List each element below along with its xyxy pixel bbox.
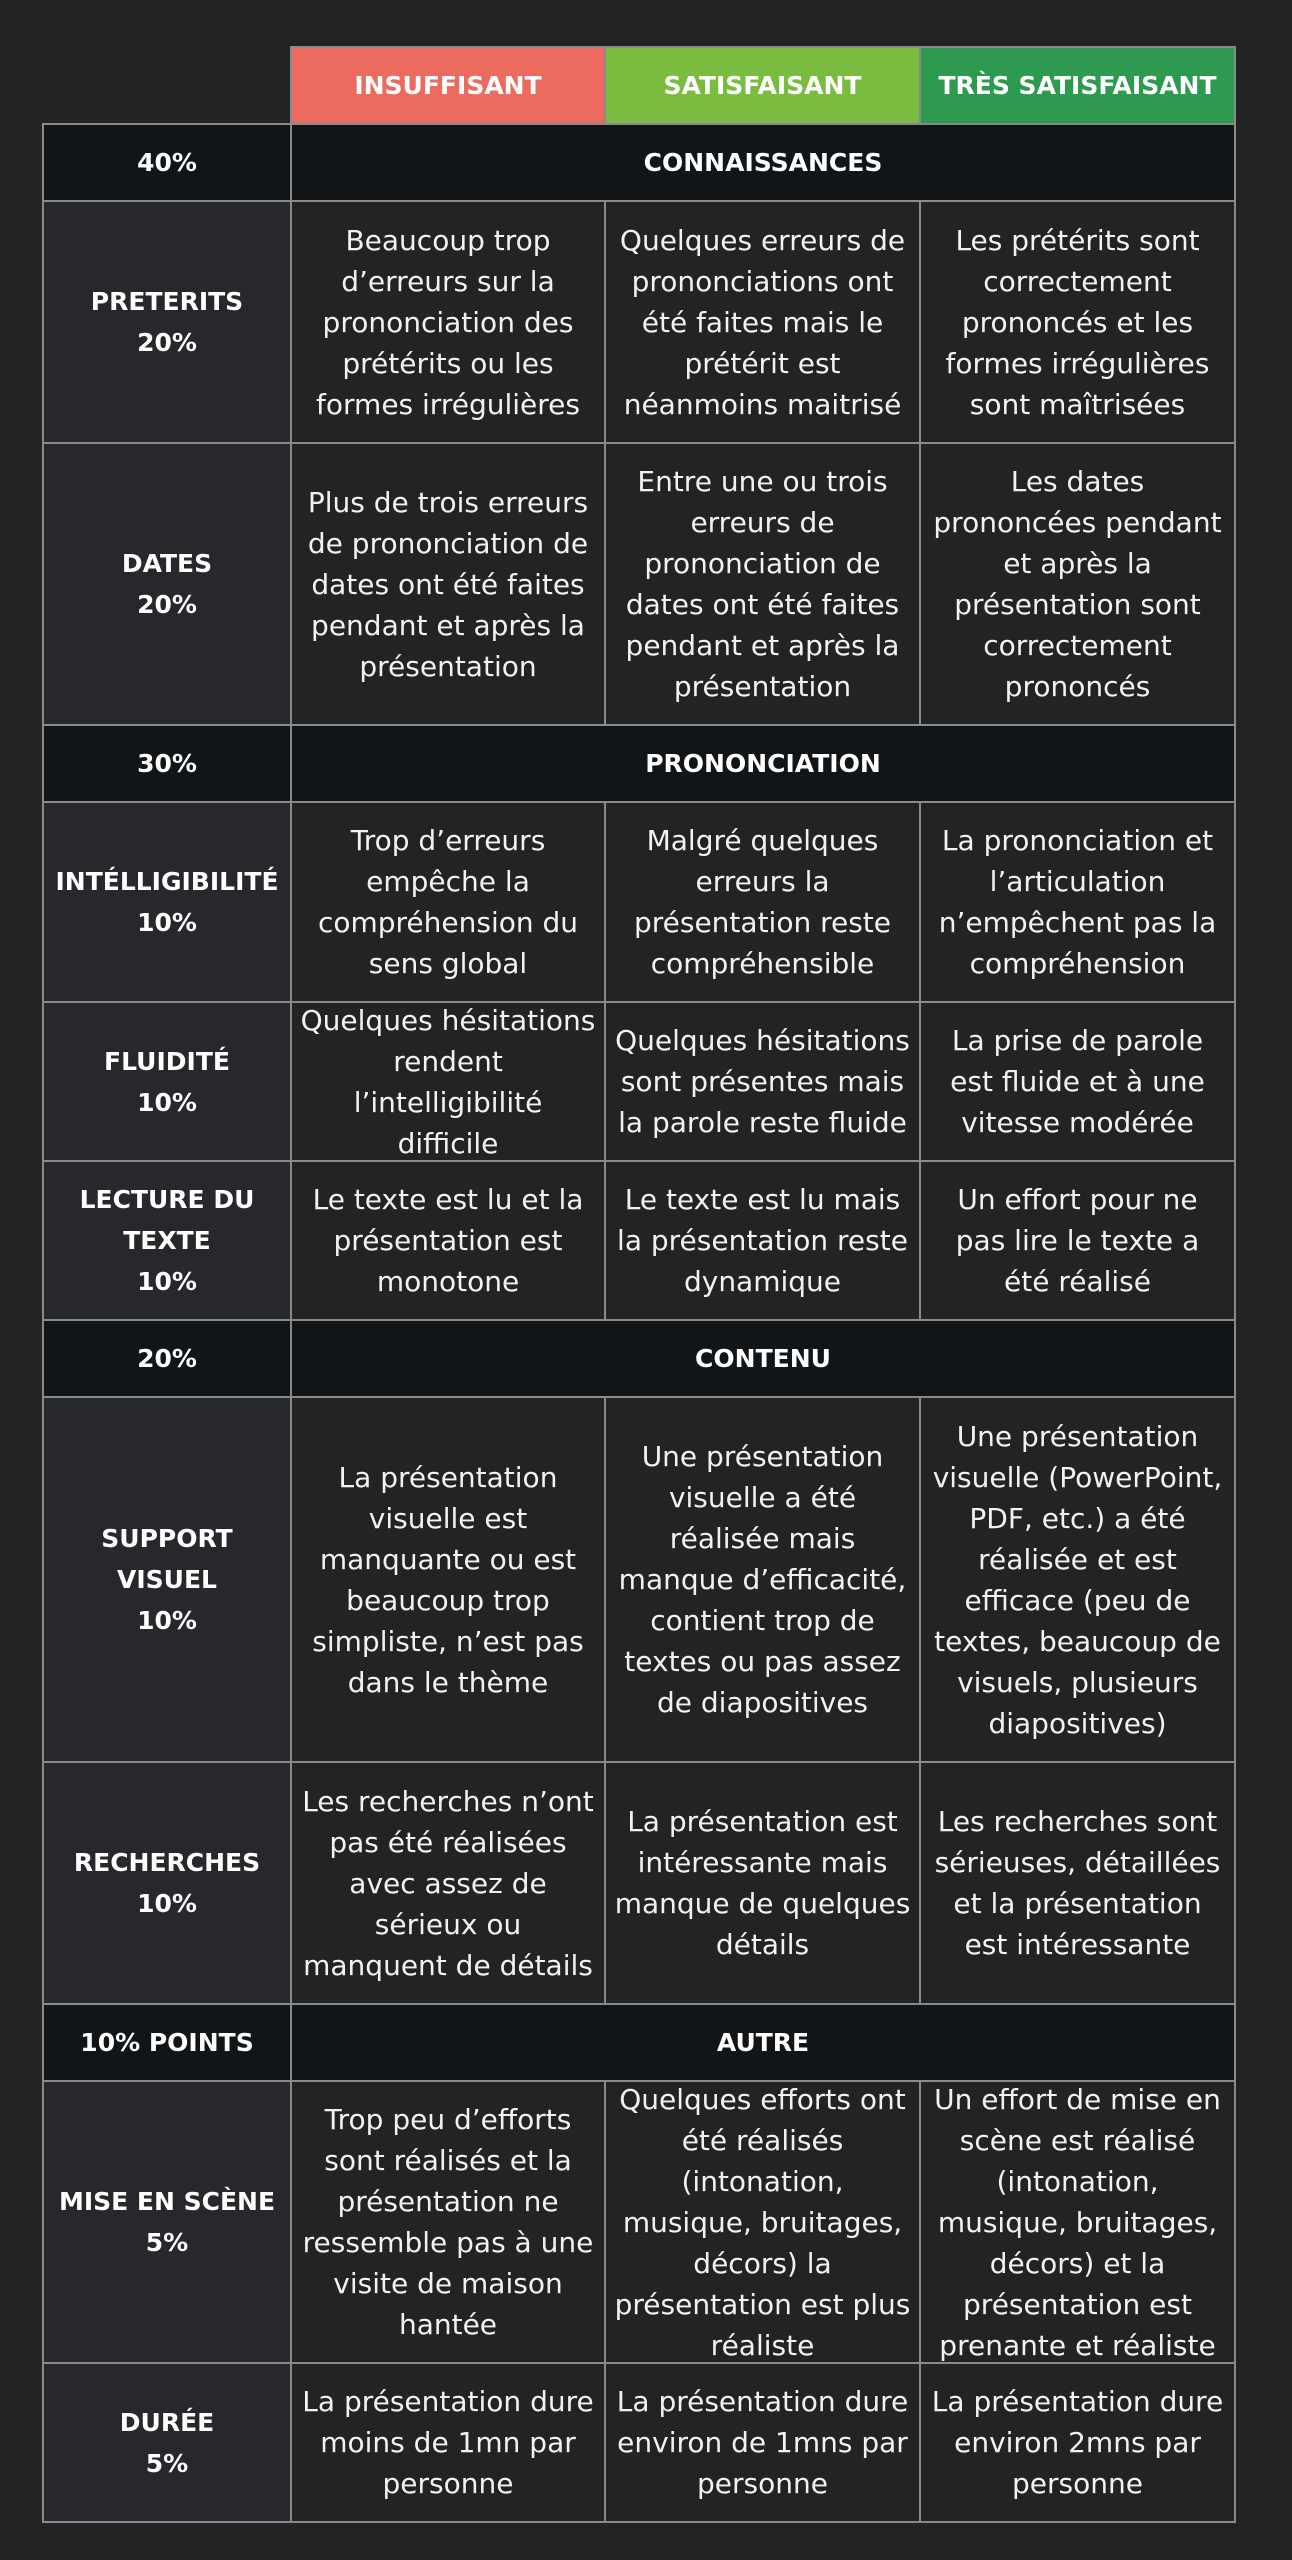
section-title: CONTENU (290, 1319, 1234, 1396)
desc-tres-satisfaisant: Une présentation visuelle (PowerPoint, PDF, etc.) a été réalisée et est efficace (peu de textes, beaucoup de visuels, plusieurs diapositives) (919, 1396, 1234, 1761)
desc-tres-satisfaisant: Les recherches sont sérieuses, détaillées et la présentation est intéressante (919, 1761, 1234, 2003)
header-tres-satisfaisant: TRÈS SATISFAISANT (919, 46, 1234, 123)
criterion-name: FLUIDITÉ (104, 1046, 230, 1076)
corner-blank (42, 46, 290, 123)
desc-satisfaisant: La présentation dure environ de 1mns par personne (604, 2362, 919, 2521)
desc-insuffisant: Trop peu d’efforts sont réalisés et la présentation ne ressemble pas à une visite de maison hantée (290, 2080, 604, 2362)
desc-insuffisant: Le texte est lu et la présentation est monotone (290, 1160, 604, 1319)
criterion-cell (42, 2080, 290, 2362)
criterion-name: LECTURE DU TEXTE (79, 1185, 255, 1255)
desc-insuffisant: Plus de trois erreurs de prononciation de dates ont été faites pendant et après la présentation (290, 442, 604, 724)
criterion-cell (42, 200, 290, 442)
desc-insuffisant: Quelques hésitations rendent l’intelligibilité difficile (290, 1001, 604, 1160)
criterion-cell (42, 1761, 290, 2003)
rubric-table (42, 46, 1236, 2523)
desc-insuffisant: La présentation visuelle est manquante ou est beaucoup trop simpliste, n’est pas dans le thème (290, 1396, 604, 1761)
criterion-name: MISE EN SCÈNE (58, 2187, 276, 2216)
desc-insuffisant: Trop d’erreurs empêche la compréhension du sens global (290, 801, 604, 1001)
criterion-name: DATES (121, 549, 213, 578)
criterion-cell (42, 1160, 290, 1319)
criterion-weight: 5% (145, 2228, 189, 2257)
desc-satisfaisant: Entre une ou trois erreurs de prononciation de dates ont été faites pendant et après la présentation (604, 442, 919, 724)
criterion-weight: 10% (137, 1087, 197, 1117)
criterion-name: INTÉLLIGIBILITÉ (55, 867, 279, 896)
criterion-weight: 10% (137, 1889, 197, 1918)
header-satisfaisant: SATISFAISANT (604, 46, 919, 123)
criterion-weight: 10% (137, 908, 197, 937)
section-percent: 30% (42, 724, 290, 801)
criterion-cell (42, 801, 290, 1001)
section-title: CONNAISSANCES (290, 123, 1234, 200)
desc-satisfaisant: Une présentation visuelle a été réalisée mais manque d’efficacité, contient trop de textes ou pas assez de diapositives (604, 1396, 919, 1761)
criterion-name: PRETERITS (90, 287, 244, 316)
section-percent: 40% (42, 123, 290, 200)
criterion-cell (42, 2362, 290, 2521)
desc-satisfaisant: Quelques hésitations sont présentes mais la parole reste fluide (604, 1001, 919, 1160)
criterion-name: RECHERCHES (73, 1848, 261, 1877)
desc-satisfaisant: Quelques efforts ont été réalisés (intonation, musique, bruitages, décors) la présentation est plus réaliste (604, 2080, 919, 2362)
criterion-name: DURÉE (119, 2407, 215, 2437)
desc-tres-satisfaisant: La prise de parole est fluide et à une vitesse modérée (919, 1001, 1234, 1160)
desc-tres-satisfaisant: Les dates prononcées pendant et après la présentation sont correctement prononcés (919, 442, 1234, 724)
criterion-cell (42, 1396, 290, 1761)
desc-satisfaisant: Malgré quelques erreurs la présentation reste compréhensible (604, 801, 919, 1001)
desc-tres-satisfaisant: La présentation dure environ 2mns par personne (919, 2362, 1234, 2521)
criterion-cell (42, 442, 290, 724)
desc-satisfaisant: Le texte est lu mais la présentation reste dynamique (604, 1160, 919, 1319)
desc-tres-satisfaisant: La prononciation et l’articulation n’empêchent pas la compréhension (919, 801, 1234, 1001)
desc-insuffisant: La présentation dure moins de 1mn par personne (290, 2362, 604, 2521)
desc-tres-satisfaisant: Un effort pour ne pas lire le texte a été réalisé (919, 1160, 1234, 1319)
desc-insuffisant: Beaucoup trop d’erreurs sur la prononciation des prétérits ou les formes irrégulières (290, 200, 604, 442)
criterion-weight: 20% (137, 328, 197, 357)
criterion-name: SUPPORT VISUEL (101, 1524, 233, 1594)
section-title: PRONONCIATION (290, 724, 1234, 801)
desc-tres-satisfaisant: Les prétérits sont correctement prononcés et les formes irrégulières sont maîtrisées (919, 200, 1234, 442)
header-insuffisant: INSUFFISANT (290, 46, 604, 123)
criterion-weight: 20% (137, 590, 197, 619)
criterion-weight: 10% (137, 1606, 197, 1635)
desc-satisfaisant: Quelques erreurs de prononciations ont été faites mais le prétérit est néanmoins maitrisé (604, 200, 919, 442)
desc-insuffisant: Les recherches n’ont pas été réalisées avec assez de sérieux ou manquent de détails (290, 1761, 604, 2003)
section-title: AUTRE (290, 2003, 1234, 2080)
desc-satisfaisant: La présentation est intéressante mais manque de quelques détails (604, 1761, 919, 2003)
section-percent: 10% POINTS (42, 2003, 290, 2080)
criterion-weight: 5% (145, 2448, 189, 2478)
section-percent: 20% (42, 1319, 290, 1396)
criterion-weight: 10% (137, 1267, 197, 1296)
desc-tres-satisfaisant: Un effort de mise en scène est réalisé (intonation, musique, bruitages, décors) et la présentation est prenante et réaliste (919, 2080, 1234, 2362)
criterion-cell (42, 1001, 290, 1160)
